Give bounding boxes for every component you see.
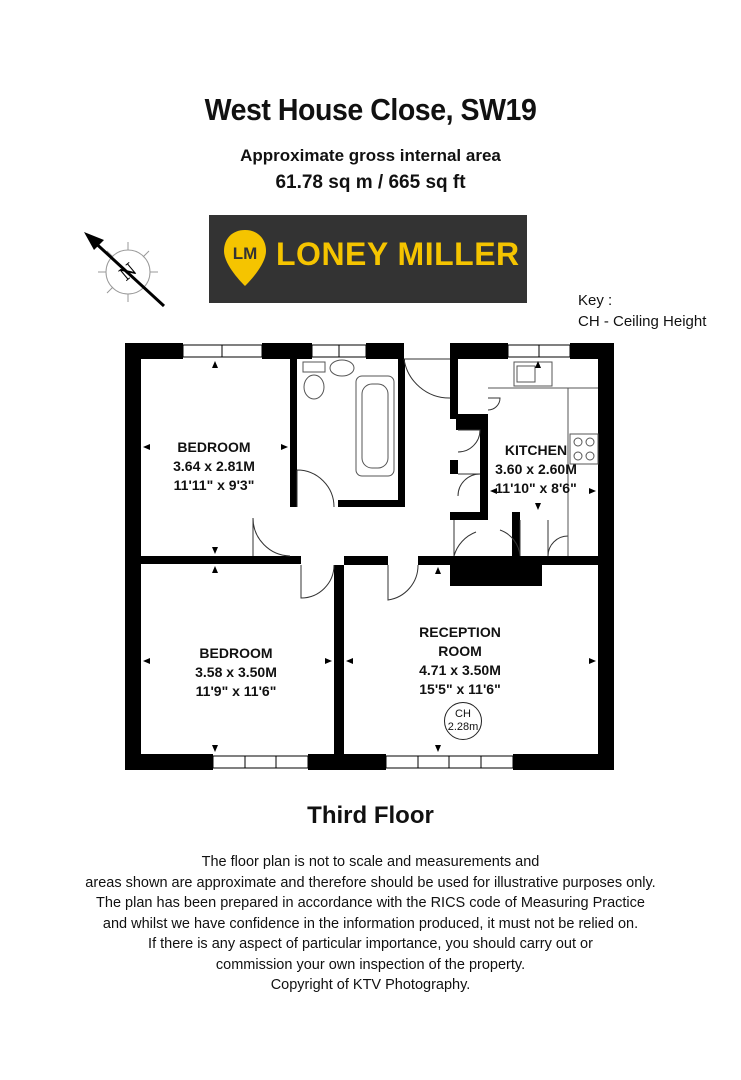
key-title: Key : xyxy=(578,292,613,309)
disclaimer xyxy=(0,852,741,996)
room-name: KITCHEN xyxy=(504,442,568,458)
area-label: Approximate gross internal area xyxy=(240,146,501,165)
ceiling-value: 2.28m xyxy=(447,721,479,733)
room-metric: 4.71 x 3.50M xyxy=(419,662,501,678)
key-item: CH - Ceiling Height xyxy=(578,313,707,330)
disclaimer-line: The plan has been prepared in accordance with the RICS code of Measuring Practice xyxy=(96,895,645,911)
page-title: West House Close, SW19 xyxy=(204,92,537,127)
ceiling-code: CH xyxy=(455,708,471,720)
disclaimer-line: areas shown are approximate and therefore should be used for illustrative purposes only. xyxy=(85,874,656,891)
room-metric: 3.58 x 3.50M xyxy=(195,664,277,680)
room-name: BEDROOM xyxy=(199,645,273,661)
room-label-kitchen xyxy=(495,441,577,498)
room-metric: 3.64 x 2.81M xyxy=(173,458,255,474)
disclaimer-line: commission your own inspection of the property. xyxy=(215,956,526,973)
ceiling-height-badge xyxy=(444,702,482,740)
room-metric: 3.60 x 2.60M xyxy=(495,461,577,477)
disclaimer-line: The floor plan is not to scale and measurements and xyxy=(201,854,540,870)
room-label-reception xyxy=(419,623,501,699)
room-imperial: 15'5" x 11'6" xyxy=(419,681,501,697)
room-label-bedroom-2 xyxy=(195,644,277,701)
room-imperial: 11'11" x 9'3" xyxy=(173,477,255,493)
logo-mark: LM xyxy=(232,244,258,263)
room-imperial: 11'9" x 11'6" xyxy=(195,683,277,699)
walls xyxy=(125,343,614,770)
room-imperial: 11'10" x 8'6" xyxy=(495,480,577,496)
compass-letter: N xyxy=(115,259,142,286)
floor-label: Third Floor xyxy=(307,802,434,829)
area-value: 61.78 sq m / 665 sq ft xyxy=(275,172,466,193)
room-name-line2: ROOM xyxy=(438,643,482,659)
room-name-line1: RECEPTION xyxy=(419,624,501,640)
disclaimer-line: and whilst we have confidence in the information produced, it must not be relied on. xyxy=(102,915,639,932)
room-name: BEDROOM xyxy=(177,439,251,455)
disclaimer-line: Copyright of KTV Photography. xyxy=(270,977,471,993)
room-label-bedroom-1 xyxy=(173,438,255,495)
logo-text: LONEY MILLER xyxy=(276,236,520,272)
disclaimer-line: If there is any aspect of particular importance, you should carry out or xyxy=(148,936,593,952)
